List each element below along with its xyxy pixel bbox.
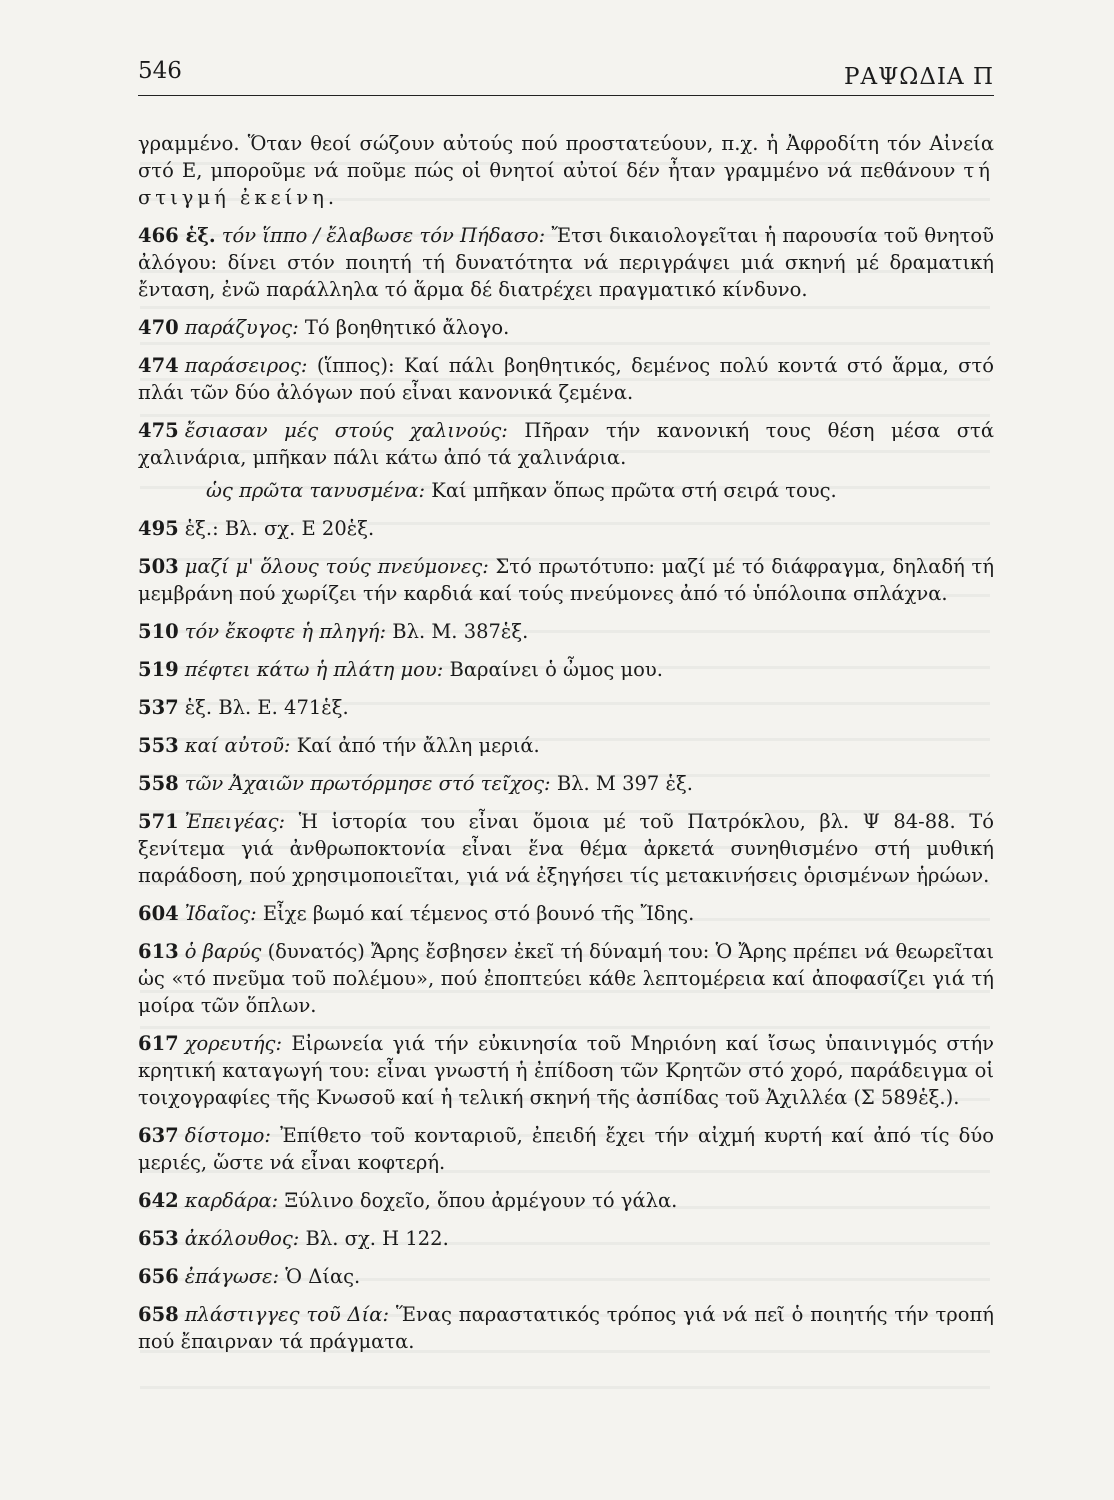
- line-ref: 658: [138, 1303, 179, 1326]
- note-entry: [138, 656, 994, 683]
- note-text: Ἐπίθετο τοῦ κονταριοῦ, ἐπειδή ἔχει τήν αἰχμή κυρτή καί ἀπό τίς δύο μεριές, ὥστε νά εἶναι κοφτερή.: [138, 1124, 994, 1174]
- lemma: παράσειρος:: [184, 354, 308, 377]
- line-ref: 617: [138, 1032, 179, 1055]
- lemma: πλάστιγγες τοῦ Δία:: [184, 1303, 390, 1326]
- note-entry: [138, 515, 994, 542]
- note-entry: [138, 1225, 994, 1252]
- lemma: τόν ἔκοφτε ἡ πληγή:: [184, 620, 387, 643]
- line-ref: 503: [138, 555, 179, 578]
- note-entry: [138, 938, 994, 1019]
- note-entry: [138, 900, 994, 927]
- line-ref: 653: [138, 1227, 179, 1250]
- note-text: Πῆραν τήν κανονική τους θέση μέσα στά χαλινάρια, μπῆκαν πάλι κάτω ἀπό τά χαλινάρια.: [138, 419, 994, 469]
- line-ref: 558: [138, 772, 179, 795]
- note-entry: [138, 314, 994, 341]
- lemma: μαζί μ' ὅλους τούς πνεύμονες:: [184, 555, 489, 578]
- lemma: καρδάρα:: [184, 1189, 279, 1212]
- lemma: ἀκόλουθος:: [184, 1227, 300, 1250]
- lemma: ἐπάγωσε:: [184, 1265, 280, 1288]
- note-entry: [138, 732, 994, 759]
- lemma: πέφτει κάτω ἡ πλάτη μου:: [184, 658, 444, 681]
- note-entry: [138, 417, 994, 471]
- running-title: ΡΑΨΩΔΙΑ Π: [844, 64, 994, 90]
- line-ref: 656: [138, 1265, 179, 1288]
- intro-spaced-text: τή στιγμή ἐκείνη.: [138, 159, 994, 209]
- note-text: Ἔτσι δικαιολογεῖται ἡ παρουσία τοῦ θνητοῦ ἀλόγου: δίνει στόν ποιητή τή δυνατότητα νά περιγράψει μιά σκηνή μέ δραματική ἔνταση, ἐνῶ παράλληλα τό ἅρμα δέ διατρέχει πραγματικό κίνδυνο.: [138, 224, 994, 301]
- note-text: Στό πρωτότυπο: μαζί μέ τό διάφραγμα, δηλαδή τή μεμβράνη πού χωρίζει τήν καρδιά καί τούς πνεύμονες ἀπό τό ὑπόλοιπα σπλάχνα.: [138, 555, 994, 605]
- note-text: Βλ. Μ 397 ἑξ.: [556, 772, 693, 795]
- note-subentry: [138, 477, 994, 504]
- note-text: Καί ἀπό τήν ἄλλη μεριά.: [296, 734, 540, 757]
- note-entry: [138, 1187, 994, 1214]
- line-ref: 642: [138, 1189, 179, 1212]
- note-text: Εἰρωνεία γιά τήν εὐκινησία τοῦ Μηριόνη καί ἴσως ὑπαινιγμός στήν κρητική καταγωγή του: εἶναι γνωστή ἡ ἐπίδοση τῶν Κρητῶν στό χορό, παράδειγμα οἱ τοιχογραφίες τῆς Κνωσοῦ καί ἡ τελική σκηνή τῆς ἀσπίδας τοῦ Ἀχιλλέα (Σ 589ἑξ.).: [138, 1032, 994, 1109]
- note-text: (ἵππος): Καί πάλι βοηθητικός, δεμένος πολύ κοντά στό ἅρμα, στό πλάι τῶν δύο ἀλόγων πού εἶναι κανονικά ζεμένα.: [138, 354, 994, 404]
- note-text: ἑξ.: Βλ. σχ. Ε 20ἑξ.: [184, 517, 375, 540]
- lemma: δίστομο:: [184, 1124, 271, 1147]
- line-ref: 571: [138, 810, 179, 833]
- note-entry: [138, 222, 994, 303]
- line-ref: 475: [138, 419, 179, 442]
- note-entry: [138, 808, 994, 889]
- lemma: ὡς πρῶτα τανυσμένα:: [206, 479, 426, 502]
- note-text: Ὁ Δίας.: [285, 1265, 361, 1288]
- note-entry: [138, 1122, 994, 1176]
- note-entry: [138, 553, 994, 607]
- note-entry: [138, 1301, 994, 1355]
- page-number: 546: [138, 58, 182, 84]
- note-text: Τό βοηθητικό ἄλογο.: [304, 316, 510, 339]
- note-text: Βλ. Μ. 387ἑξ.: [392, 620, 529, 643]
- intro-paragraph: [138, 130, 994, 211]
- note-entry: [138, 618, 994, 645]
- note-entry: [138, 1030, 994, 1111]
- note-text: Ἡ ἱστορία του εἶναι ὅμοια μέ τοῦ Πατρόκλου, βλ. Ψ 84-88. Τό ξενίτεμα γιά ἀνθρωποκτονία εἶναι ἕνα θέμα ἀρκετά συνηθισμένο στή μυθική παράδοση, πού χρησιμοποιεῖται, γιά νά ἐξηγήσει τίς μετακινήσεις ὁρισμένων ἡρώων.: [138, 810, 995, 887]
- note-text: (δυνατός) Ἄρης ἔσβησεν ἐκεῖ τή δύναμή του: Ὁ Ἄρης πρέπει νά θεωρεῖται ὡς «τό πνεῦμα τοῦ πολέμου», πού ἐποπτεύει κάθε λεπτομέρεια καί ἀποφασίζει γιά τή μοίρα τῶν ὅπλων.: [138, 940, 994, 1017]
- lemma: ἔσιασαν μές στούς χαλινούς:: [184, 419, 508, 442]
- note-text: Ἕνας παραστατικός τρόπος γιά νά πεῖ ὁ ποιητής τήν τροπή πού ἔπαιρναν τά πράγματα.: [138, 1303, 994, 1353]
- line-ref: 613: [138, 940, 179, 963]
- note-entry: [138, 352, 994, 406]
- note-text: ἑξ. Βλ. Ε. 471ἑξ.: [184, 696, 349, 719]
- note-entry: [138, 770, 994, 797]
- header-rule: [138, 95, 994, 96]
- line-ref: 495: [138, 517, 179, 540]
- line-ref: 537: [138, 696, 179, 719]
- commentary-body: [138, 130, 994, 1366]
- lemma: χορευτής:: [184, 1032, 283, 1055]
- lemma: Ἰδαῖος:: [184, 902, 257, 925]
- lemma: Ἐπειγέας:: [184, 810, 286, 833]
- line-ref: 510: [138, 620, 179, 643]
- lemma: παράζυγος:: [184, 316, 299, 339]
- note-text: Εἶχε βωμό καί τέμενος στό βουνό τῆς Ἴδης.: [262, 902, 695, 925]
- lemma: ὁ βαρύς: [184, 940, 262, 963]
- line-ref: 474: [138, 354, 179, 377]
- note-entry: [138, 1263, 994, 1290]
- line-ref: 604: [138, 902, 179, 925]
- line-ref: 637: [138, 1124, 179, 1147]
- lemma: τόν ἵππο / ἔλαβωσε τόν Πήδασο:: [221, 224, 546, 247]
- line-ref: 519: [138, 658, 179, 681]
- lemma: τῶν Ἀχαιῶν πρωτόρμησε στό τεῖχος:: [184, 772, 551, 795]
- note-text: Βλ. σχ. Η 122.: [305, 1227, 449, 1250]
- note-text: Βαραίνει ὁ ὦμος μου.: [449, 658, 663, 681]
- line-ref: 470: [138, 316, 179, 339]
- note-entry: [138, 694, 994, 721]
- line-ref: 553: [138, 734, 179, 757]
- line-ref: 466 ἑξ.: [138, 224, 216, 247]
- intro-text: γραμμένο. Ὅταν θεοί σώζουν αὐτούς πού προστατεύουν, π.χ. ἡ Ἀφροδίτη τόν Αἰνεία στό Ε, μποροῦμε νά ποῦμε πώς οἱ θνητοί αὐτοί δέν ἦταν γραμμένο νά πεθάνουν: [138, 132, 994, 182]
- note-text: Καί μπῆκαν ὅπως πρῶτα στή σειρά τους.: [431, 479, 837, 502]
- lemma: καί αὐτοῦ:: [184, 734, 291, 757]
- note-text: Ξύλινο δοχεῖο, ὅπου ἀρμέγουν τό γάλα.: [284, 1189, 678, 1212]
- page-header: [138, 58, 994, 94]
